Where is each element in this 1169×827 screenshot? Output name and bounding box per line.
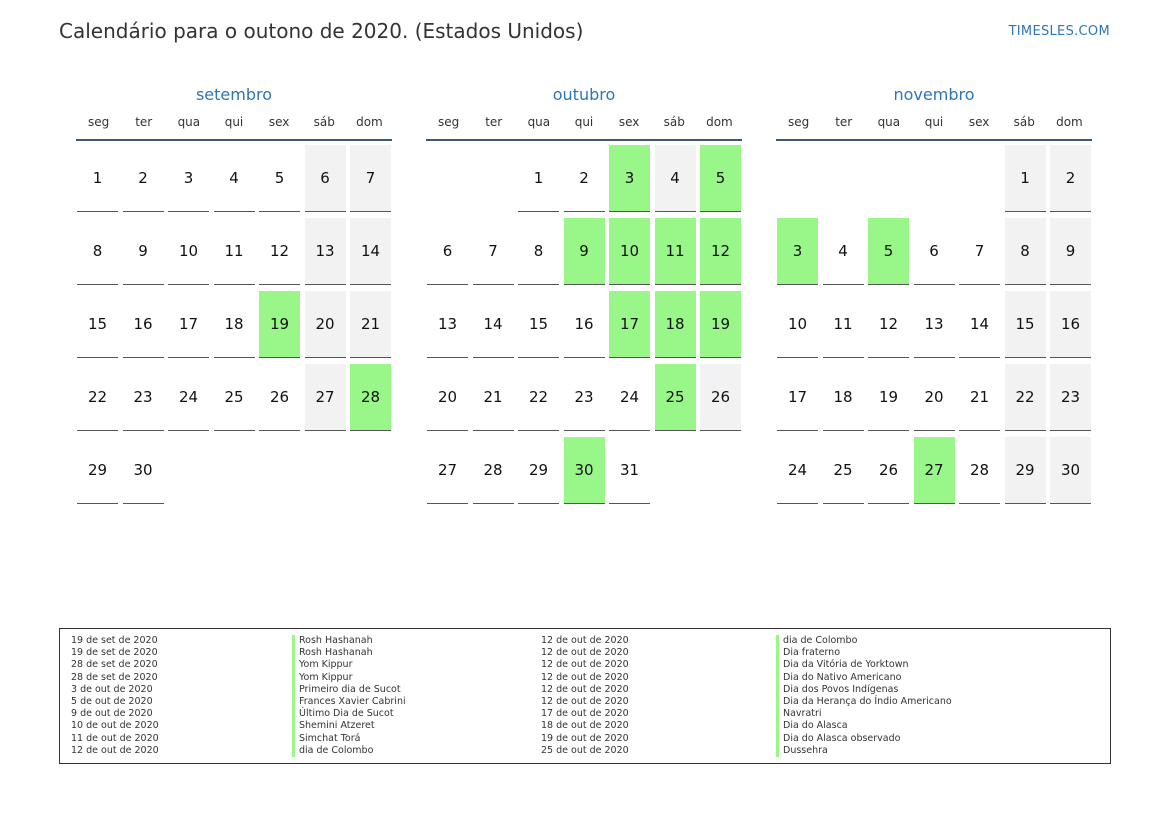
holiday-name: Último Dia de Sucot (292, 708, 406, 720)
day-cell[interactable]: 2 (123, 145, 164, 212)
day-cell[interactable]: 21 (350, 291, 391, 358)
weekday-label: ter (485, 115, 503, 129)
holiday-date: 19 de out de 2020 (541, 732, 629, 744)
day-cell[interactable]: 16 (123, 291, 164, 358)
holiday-date: 17 de out de 2020 (541, 708, 629, 720)
day-cell[interactable]: 25 (823, 437, 864, 504)
day-cell[interactable]: 15 (77, 291, 118, 358)
holiday-date: 12 de out de 2020 (541, 647, 629, 659)
day-cell[interactable]: 18 (214, 291, 255, 358)
weekday-label: sáb (313, 115, 335, 129)
holiday-day-cell[interactable]: 10 (609, 218, 650, 285)
day-cell[interactable]: 24 (777, 437, 818, 504)
holiday-day-cell[interactable]: 25 (655, 364, 696, 431)
day-cell[interactable]: 29 (518, 437, 559, 504)
holiday-date: 12 de out de 2020 (541, 671, 629, 683)
day-cell[interactable]: 7 (473, 218, 514, 285)
holiday-date: 19 de set de 2020 (71, 635, 158, 646)
day-grid (76, 145, 392, 510)
holiday-name: Rosh Hashanah (292, 647, 406, 659)
holiday-name: Navratri (776, 708, 952, 720)
holiday-name: Dia do Alasca observado (776, 733, 952, 745)
day-cell[interactable]: 18 (823, 364, 864, 431)
day-cell[interactable]: 23 (564, 364, 605, 431)
month-october (426, 84, 742, 510)
holiday-name: Dia dos Povos Indígenas (776, 684, 952, 696)
day-cell[interactable]: 25 (214, 364, 255, 431)
day-cell[interactable]: 16 (1050, 291, 1091, 358)
day-cell[interactable]: 27 (427, 437, 468, 504)
day-cell[interactable]: 8 (518, 218, 559, 285)
holiday-name: Rosh Hashanah (292, 635, 406, 647)
month-november (776, 84, 1092, 510)
day-cell[interactable]: 16 (564, 291, 605, 358)
day-cell[interactable]: 28 (959, 437, 1000, 504)
day-cell[interactable]: 26 (700, 364, 741, 431)
day-cell[interactable]: 30 (1050, 437, 1091, 504)
holiday-day-cell[interactable]: 28 (350, 364, 391, 431)
weekday-label: seg (87, 115, 110, 129)
day-cell[interactable]: 14 (350, 218, 391, 285)
day-cell[interactable]: 13 (427, 291, 468, 358)
day-cell[interactable]: 2 (1050, 145, 1091, 212)
day-cell[interactable]: 10 (777, 291, 818, 358)
weekday-label: seg (437, 115, 460, 129)
holiday-date: 12 de out de 2020 (541, 659, 629, 671)
holiday-name: Shemini Atzeret (292, 720, 406, 732)
weekday-label: qua (527, 115, 551, 129)
day-cell[interactable]: 19 (868, 364, 909, 431)
holiday-names-left (292, 635, 406, 757)
weekday-label: qui (924, 115, 944, 129)
day-cell[interactable]: 1 (77, 145, 118, 212)
day-cell[interactable]: 20 (305, 291, 346, 358)
day-cell[interactable]: 4 (655, 145, 696, 212)
holiday-date: 11 de out de 2020 (71, 732, 159, 744)
day-cell[interactable]: 2 (564, 145, 605, 212)
day-cell[interactable]: 26 (259, 364, 300, 431)
weekday-label: sáb (663, 115, 685, 129)
holiday-dates-right (541, 635, 629, 757)
weekday-label: ter (135, 115, 153, 129)
holiday-date: 12 de out de 2020 (541, 635, 629, 646)
holiday-day-cell[interactable]: 5 (868, 218, 909, 285)
day-cell[interactable]: 8 (77, 218, 118, 285)
day-cell[interactable]: 3 (168, 145, 209, 212)
holidays-list (59, 628, 1111, 764)
day-cell[interactable]: 17 (168, 291, 209, 358)
day-cell[interactable]: 31 (609, 437, 650, 504)
month-september (76, 84, 392, 510)
day-cell[interactable]: 14 (959, 291, 1000, 358)
holiday-name: Dia da Herança do Índio Americano (776, 696, 952, 708)
weekday-label: sex (268, 115, 290, 129)
holiday-day-cell[interactable]: 18 (655, 291, 696, 358)
holiday-day-cell[interactable]: 3 (609, 145, 650, 212)
day-cell[interactable]: 24 (609, 364, 650, 431)
day-cell[interactable]: 6 (914, 218, 955, 285)
day-cell[interactable]: 24 (168, 364, 209, 431)
day-cell[interactable]: 7 (959, 218, 1000, 285)
day-cell[interactable]: 29 (1005, 437, 1046, 504)
holiday-day-cell[interactable]: 11 (655, 218, 696, 285)
day-cell[interactable]: 8 (1005, 218, 1046, 285)
weekday-label: sex (968, 115, 990, 129)
day-cell[interactable]: 9 (1050, 218, 1091, 285)
weekday-label: dom (356, 115, 383, 129)
day-cell[interactable]: 4 (823, 218, 864, 285)
weekday-label: seg (787, 115, 810, 129)
holiday-date: 12 de out de 2020 (541, 695, 629, 707)
holiday-date: 9 de out de 2020 (71, 708, 153, 720)
day-cell[interactable]: 15 (1005, 291, 1046, 358)
holiday-name: dia de Colombo (292, 745, 406, 757)
weekday-label: qui (224, 115, 244, 129)
weekday-label: qui (574, 115, 594, 129)
day-cell[interactable]: 11 (823, 291, 864, 358)
day-cell[interactable]: 13 (305, 218, 346, 285)
holiday-date: 12 de out de 2020 (541, 683, 629, 695)
holiday-day-cell[interactable]: 9 (564, 218, 605, 285)
holiday-date: 18 de out de 2020 (541, 720, 629, 732)
day-cell[interactable]: 21 (959, 364, 1000, 431)
day-cell[interactable]: 14 (473, 291, 514, 358)
month-name: setembro (195, 85, 273, 104)
holiday-day-cell[interactable]: 3 (777, 218, 818, 285)
day-cell[interactable]: 12 (868, 291, 909, 358)
day-cell[interactable]: 22 (1005, 364, 1046, 431)
day-cell[interactable]: 10 (168, 218, 209, 285)
day-grid (776, 145, 1092, 510)
day-cell[interactable]: 20 (914, 364, 955, 431)
page-title: Calendário para o outono de 2020. (Estados Unidos) (59, 19, 584, 43)
holiday-name: Yom Kippur (292, 672, 406, 684)
holiday-name: Dia do Alasca (776, 720, 952, 732)
holiday-date: 3 de out de 2020 (71, 683, 153, 695)
day-cell[interactable]: 30 (123, 437, 164, 504)
day-cell[interactable]: 23 (1050, 364, 1091, 431)
day-cell[interactable]: 22 (77, 364, 118, 431)
holiday-date: 25 de out de 2020 (541, 744, 629, 756)
day-cell[interactable]: 15 (518, 291, 559, 358)
day-cell[interactable]: 6 (305, 145, 346, 212)
day-cell[interactable]: 22 (518, 364, 559, 431)
day-cell[interactable]: 28 (473, 437, 514, 504)
holiday-day-cell[interactable]: 5 (700, 145, 741, 212)
weekday-label: qua (877, 115, 901, 129)
holiday-name: Frances Xavier Cabrini (292, 696, 406, 708)
day-grid (426, 145, 742, 510)
month-name: novembro (893, 85, 975, 104)
day-cell[interactable]: 1 (518, 145, 559, 212)
day-cell[interactable]: 29 (77, 437, 118, 504)
day-cell[interactable]: 11 (214, 218, 255, 285)
day-cell[interactable]: 27 (305, 364, 346, 431)
holiday-name: Primeiro dia de Sucot (292, 684, 406, 696)
day-cell[interactable]: 23 (123, 364, 164, 431)
holiday-date: 5 de out de 2020 (71, 695, 153, 707)
weekday-label: sex (618, 115, 640, 129)
holiday-names-right (776, 635, 952, 757)
day-cell[interactable]: 7 (350, 145, 391, 212)
day-cell[interactable]: 9 (123, 218, 164, 285)
site-link[interactable]: TIMESLES.COM (1008, 24, 1110, 39)
weekday-label: dom (1056, 115, 1083, 129)
holiday-name: Dia do Nativo Americano (776, 672, 952, 684)
holiday-day-cell[interactable]: 30 (564, 437, 605, 504)
day-cell[interactable]: 1 (1005, 145, 1046, 212)
weekday-header (426, 115, 742, 141)
month-name: outubro (552, 85, 616, 104)
holiday-day-cell[interactable]: 12 (700, 218, 741, 285)
weekday-label: qua (177, 115, 201, 129)
day-cell[interactable]: 13 (914, 291, 955, 358)
day-cell[interactable]: 17 (777, 364, 818, 431)
holiday-name: Dia fraterno (776, 647, 952, 659)
day-cell[interactable]: 6 (427, 218, 468, 285)
holiday-date: 28 de set de 2020 (71, 659, 158, 671)
holiday-day-cell[interactable]: 19 (259, 291, 300, 358)
day-cell[interactable]: 20 (427, 364, 468, 431)
day-cell[interactable]: 26 (868, 437, 909, 504)
holiday-name: Dussehra (776, 745, 952, 757)
holiday-name: Simchat Torá (292, 733, 406, 745)
holiday-dates-left (71, 635, 159, 757)
holiday-date: 28 de set de 2020 (71, 671, 158, 683)
weekday-label: dom (706, 115, 733, 129)
holiday-name: Dia da Vitória de Yorktown (776, 659, 952, 671)
holiday-day-cell[interactable]: 19 (700, 291, 741, 358)
weekday-header (776, 115, 1092, 141)
holiday-day-cell[interactable]: 17 (609, 291, 650, 358)
weekday-label: ter (835, 115, 853, 129)
day-cell[interactable]: 21 (473, 364, 514, 431)
holiday-date: 19 de set de 2020 (71, 647, 158, 659)
weekday-label: sáb (1013, 115, 1035, 129)
day-cell[interactable]: 12 (259, 218, 300, 285)
day-cell[interactable]: 5 (259, 145, 300, 212)
holiday-date: 12 de out de 2020 (71, 744, 159, 756)
weekday-header (76, 115, 392, 141)
holiday-date: 10 de out de 2020 (71, 720, 159, 732)
holiday-name: Yom Kippur (292, 659, 406, 671)
day-cell[interactable]: 4 (214, 145, 255, 212)
holiday-name: dia de Colombo (776, 635, 952, 647)
holiday-day-cell[interactable]: 27 (914, 437, 955, 504)
